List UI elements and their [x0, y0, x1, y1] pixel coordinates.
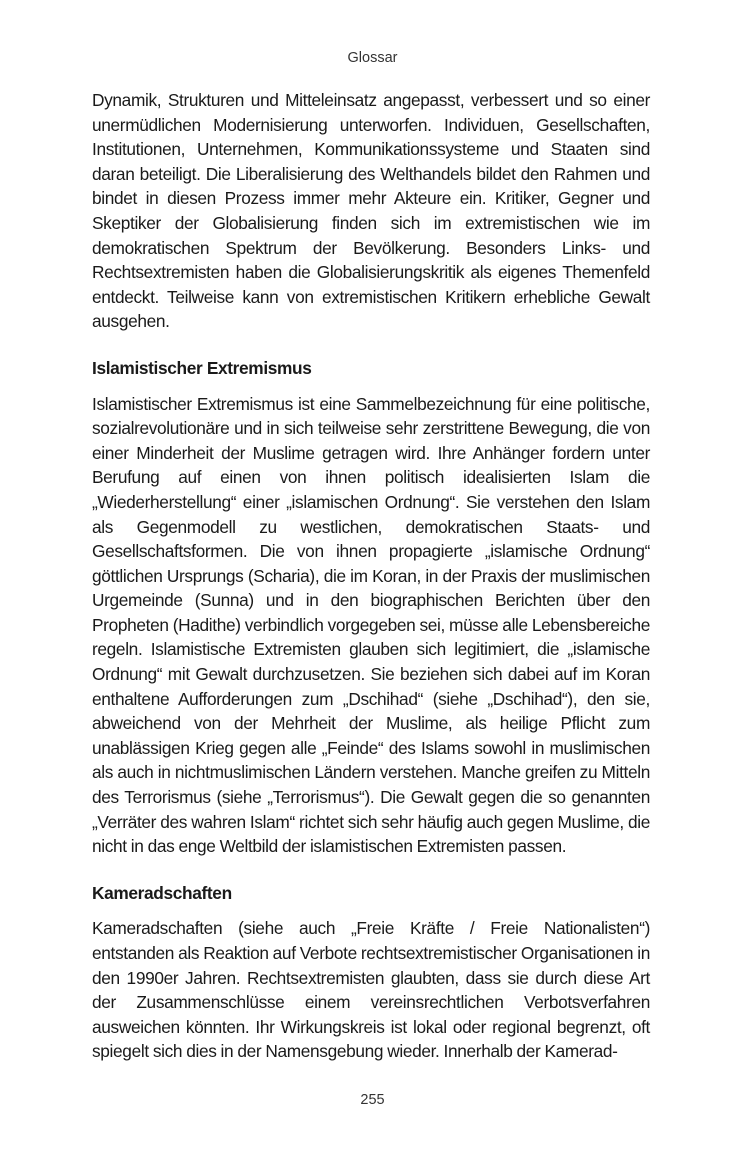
intro-paragraph: Dynamik, Strukturen und Mitteleinsatz angepasst, verbessert und so einer unermüdlichen Modernisierung unterworfen. Individuen, Gesellschaften, Institutionen, Unternehmen, Kommunikationssysteme und Staaten sind daran beteiligt. Die Liberalisierung des Welthandels bildet den Rahmen und bindet in diesen Prozess immer mehr Akteure ein. Kritiker, Gegner und Skeptiker der Globalisierung finden sich im extremistischen wie im demokratischen Spektrum der Bevölkerung. Besonders Links- und Rechtsextremisten haben die Globalisierungskritik als eigenes Themenfeld entdeckt. Teilweise kann von extremistischen Kritikern erhebliche Gewalt ausgehen. — [92, 90, 650, 332]
section-heading-kameradschaften: Kameradschaften — [92, 882, 232, 903]
page-body — [92, 88, 650, 1064]
section-paragraph-islamistischer-extremismus: Islamistischer Extremismus ist eine Sammelbezeichnung für eine politische, sozialrevolutionäre und in sich teilweise sehr zerstrittene Bewegung, die von einer Minderheit der Muslime getragen wird. Ihre Anhänger fordern unter Berufung auf einen von ihnen politisch idealisierten Islam die „Wiederherstellung“ einer „islamischen Ordnung“. Sie verstehen den Islam als Gegenmodell zu westlichen, demokratischen Staats- und Gesellschaftsformen. Die von ihnen propagierte „islamische Ordnung“ göttlichen Ursprungs (Scharia), die im Koran, in der Praxis der muslimischen Urgemeinde (Sunna) und in den biographischen Berichten über den Propheten (Hadithe) verbindlich vorgegeben sei, müsse alle Lebensbereiche regeln. Islamistische Extremisten glauben sich legitimiert, die „islamische Ordnung“ mit Gewalt durchzusetzen. Sie beziehen sich dabei auf im Koran enthaltene Aufforderungen zum „Dschihad“ (siehe „Dschihad“), den sie, abweichend von der Mehrheit der Muslime, als heilige Pflicht zum unablässigen Krieg gegen alle „Feinde“ des Islams sowohl in muslimischen als auch in nichtmuslimischen Ländern verstehen. Manche greifen zu Mitteln des Terrorismus (siehe „Terrorismus“). Die Gewalt gegen die so genannten „Verräter des wahren Islam“ richtet sich sehr häufig auch gegen Muslime, die nicht in das enge Weltbild der islamistischen Extremisten passen. — [92, 393, 650, 857]
running-header: Glossar — [347, 50, 398, 66]
section-heading-islamistischer-extremismus: Islamistischer Extremismus — [92, 357, 312, 378]
section-paragraph-kameradschaften: Kameradschaften (siehe auch „Freie Kräfte / Freie Nationalisten“) entstanden als Reaktion auf Verbote rechtsextremistischer Organisationen in den 1990er Jahren. Rechtsextremisten glaubten, dass sie durch diese Art der Zusammenschlüsse einem vereinsrechtlichen Verbotsverfahren ausweichen könnten. Ihr Wirkungskreis ist lokal oder regional begrenzt, oft spiegelt sich dies in der Namensgebung wieder. Innerhalb der Kamerad- — [92, 918, 650, 1062]
page-number: 255 — [360, 1092, 385, 1108]
